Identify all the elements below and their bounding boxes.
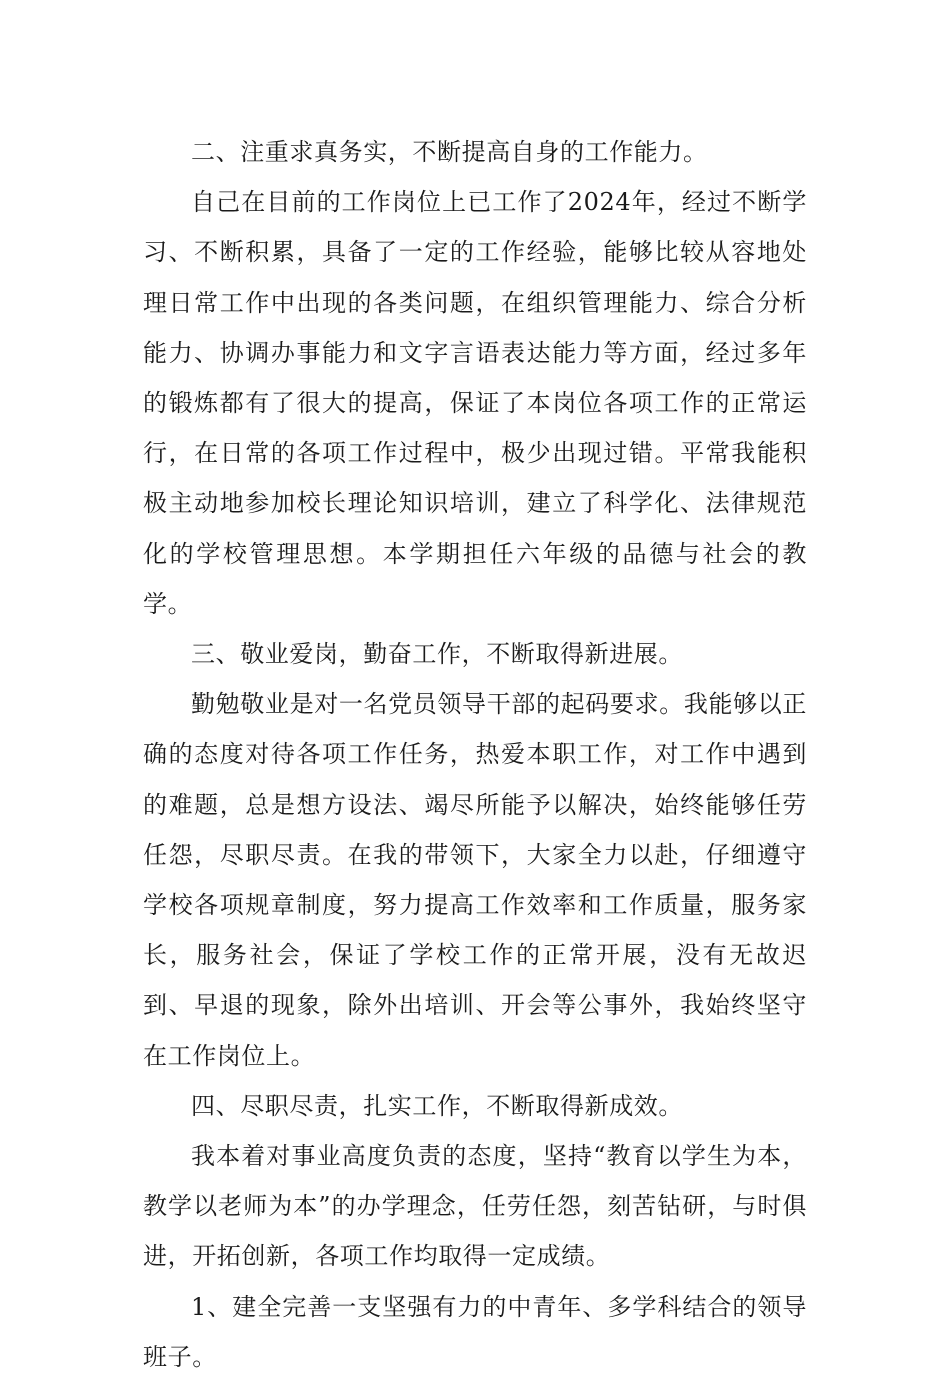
- paragraph-work-ability: 自己在目前的工作岗位上已工作了2024年，经过不断学习、不断积累，具备了一定的工作经验，能够比较从容地处理日常工作中出现的各类问题，在组织管理能力、综合分析能力、协调办事能力和文字言语表达能力等方面，经过多年的锻炼都有了很大的提高，保证了本岗位各项工作的正常运行，在日常的各项工作过程中，极少出现过错。平常我能积极主动地参加校长理论知识培训，建立了科学化、法律规范化的学校管理思想。本学期担任六年级的品德与社会的教学。: [143, 188, 807, 618]
- body-text: [143, 127, 807, 1382]
- section-heading-4: 四、尽职尽责，扎实工作，不断取得新成效。: [191, 1091, 683, 1120]
- paragraph-dedication: 勤勉敬业是对一名党员领导干部的起码要求。我能够以正确的态度对待各项工作任务，热爱本职工作，对工作中遇到的难题，总是想方设法、竭尽所能予以解决，始终能够任劳任怨，尽职尽责。在我的带领下，大家全力以赴，仔细遵守学校各项规章制度，努力提高工作效率和工作质量，服务家长，服务社会，保证了学校工作的正常开展，没有无故迟到、早退的现象，除外出培训、开会等公事外，我始终坚守在工作岗位上。: [143, 690, 807, 1070]
- paragraph-responsibility: 我本着对事业高度负责的态度，坚持“教育以学生为本，教学以老师为本”的办学理念，任劳任怨，刻苦钻研，与时俱进，开拓创新，各项工作均取得一定成绩。: [143, 1142, 807, 1271]
- section-heading-3: 三、敬业爱岗，勤奋工作，不断取得新进展。: [191, 640, 683, 669]
- section-heading-2: 二、注重求真务实，不断提高自身的工作能力。: [191, 138, 708, 166]
- list-item-1: 1、建全完善一支坚强有力的中青年、多学科结合的领导班子。: [143, 1292, 807, 1371]
